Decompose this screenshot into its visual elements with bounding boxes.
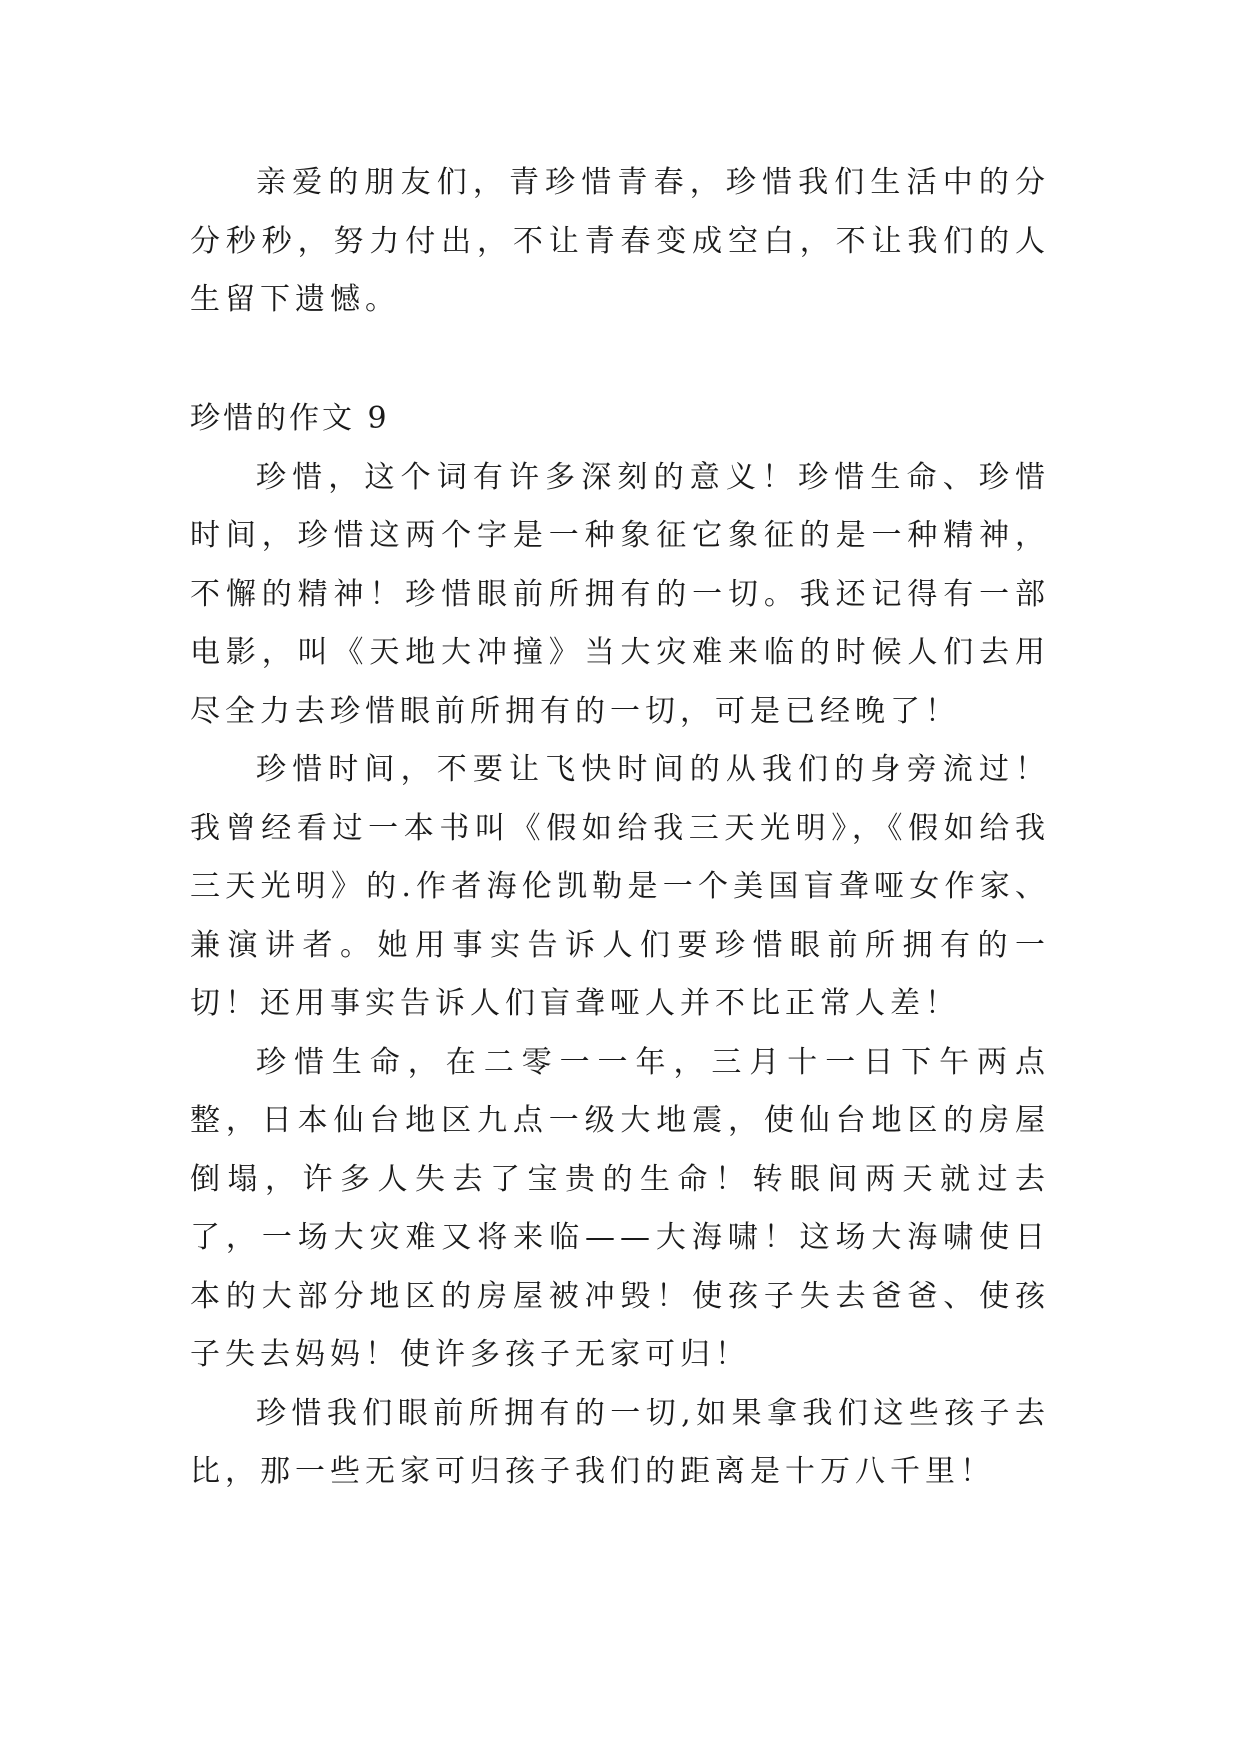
intro-block [190,154,1050,330]
essay-section [190,390,1050,1502]
intro-paragraph: 亲爱的朋友们，青珍惜青春，珍惜我们生活中的分分秒秒，努力付出，不让青春变成空白，不让我们的人生留下遗憾。 [190,165,1050,317]
paragraph: 珍惜我们眼前所拥有的一切,如果拿我们这些孩子去比，那一些无家可归孩子我们的距离是十万八千里！ [190,1395,1050,1489]
section-title: 珍惜的作文 9 [190,401,390,436]
paragraph: 珍惜生命，在二零一一年，三月十一日下午两点整，日本仙台地区九点一级大地震，使仙台地区的房屋倒塌，许多人失去了宝贵的生命！转眼间两天就过去了，一场大灾难又将来临——大海啸！这场大海啸使日本的大部分地区的房屋被冲毁！使孩子失去爸爸、使孩子失去妈妈！使许多孩子无家可归！ [190,1044,1050,1372]
paragraph: 珍惜时间，不要让飞快时间的从我们的身旁流过！我曾经看过一本书叫《假如给我三天光明》，《假如给我三天光明》的.作者海伦凯勒是一个美国盲聋哑女作家、兼演讲者。她用事实告诉人们要珍惜眼前所拥有的一切！还用事实告诉人们盲聋哑人并不比正常人差！ [190,752,1050,1021]
paragraph: 珍惜，这个词有许多深刻的意义！珍惜生命、珍惜时间，珍惜这两个字是一种象征它象征的是一种精神，不懈的精神！珍惜眼前所拥有的一切。我还记得有一部电影，叫《天地大冲撞》当大灾难来临的时候人们去用尽全力去珍惜眼前所拥有的一切，可是已经晚了！ [190,459,1050,729]
